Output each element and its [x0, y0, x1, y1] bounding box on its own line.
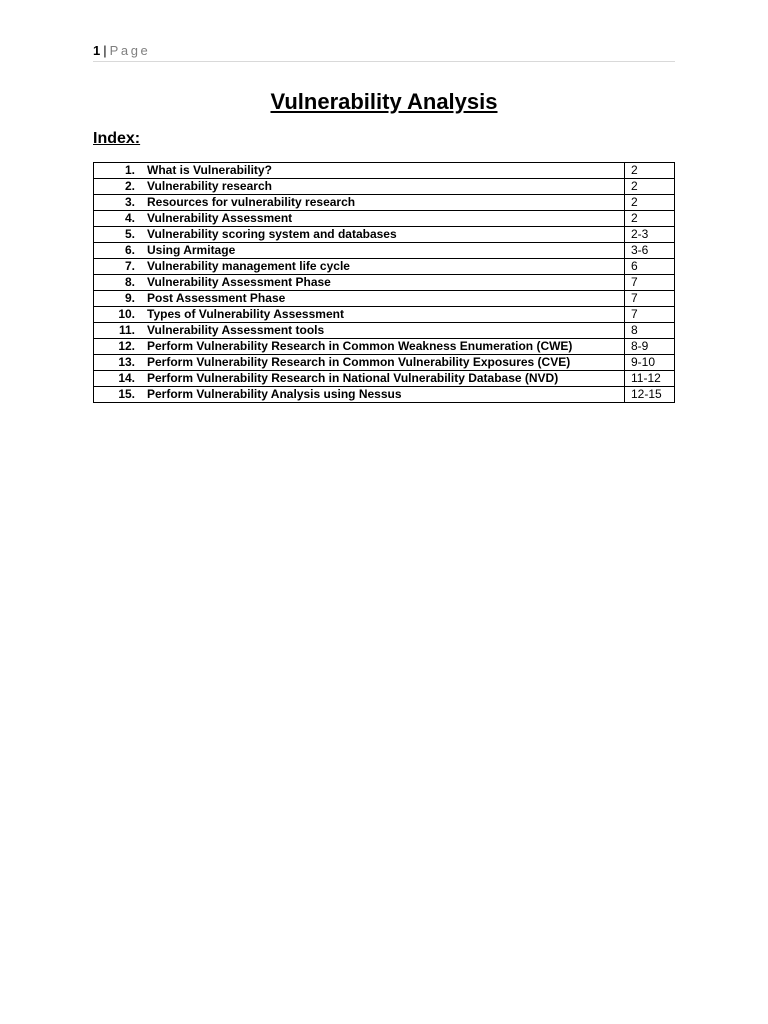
- index-entry-title: Vulnerability Assessment Phase: [147, 275, 331, 289]
- index-entry-number: 11.: [118, 323, 135, 337]
- index-entry-title: Vulnerability management life cycle: [147, 259, 350, 273]
- index-entry-page: 2-3: [625, 227, 675, 243]
- index-row: [94, 355, 675, 371]
- index-row: [94, 323, 675, 339]
- index-entry-page: 6: [625, 259, 675, 275]
- index-entry-page: 2: [625, 195, 675, 211]
- index-entry-cell: [94, 211, 625, 227]
- index-entry-cell: [94, 259, 625, 275]
- index-entry-number: 2.: [124, 179, 135, 193]
- index-entry-title: Vulnerability Assessment tools: [147, 323, 325, 337]
- index-entry-title: Perform Vulnerability Research in National Vulnerability Database (NVD): [147, 371, 559, 385]
- index-entry-cell: [94, 227, 625, 243]
- index-row: [94, 259, 675, 275]
- index-entry-title: Perform Vulnerability Analysis using Nessus: [147, 387, 402, 401]
- index-entry-page: 3-6: [625, 243, 675, 259]
- index-entry-title: Vulnerability scoring system and databases: [147, 227, 397, 241]
- index-entry-number: 13.: [118, 355, 135, 369]
- index-entry-page: 2: [625, 179, 675, 195]
- index-entry-page: 8-9: [625, 339, 675, 355]
- index-entry-title: Vulnerability research: [147, 179, 272, 193]
- index-row: [94, 307, 675, 323]
- index-entry-number: 8.: [124, 275, 135, 289]
- index-row: [94, 275, 675, 291]
- index-row: [94, 371, 675, 387]
- index-entry-cell: [94, 355, 625, 371]
- index-entry-cell: [94, 195, 625, 211]
- index-entry-number: 9.: [124, 291, 135, 305]
- index-entry-page: 8: [625, 323, 675, 339]
- index-entry-cell: [94, 163, 625, 179]
- index-table-body: [94, 163, 675, 403]
- index-entry-cell: [94, 387, 625, 403]
- index-entry-title: Perform Vulnerability Research in Common Vulnerability Exposures (CVE): [147, 355, 571, 369]
- index-entry-title: Using Armitage: [147, 243, 236, 257]
- page-label: Page: [109, 43, 151, 58]
- index-entry-number: 7.: [124, 259, 135, 273]
- index-entry-number: 5.: [124, 227, 135, 241]
- index-entry-number: 15.: [118, 387, 135, 401]
- index-entry-title: Types of Vulnerability Assessment: [147, 307, 344, 321]
- page-separator: |: [103, 43, 107, 58]
- index-entry-page: 7: [625, 291, 675, 307]
- index-entry-page: 2: [625, 163, 675, 179]
- index-entry-cell: [94, 371, 625, 387]
- index-entry-page: 7: [625, 275, 675, 291]
- index-entry-cell: [94, 323, 625, 339]
- index-entry-number: 6.: [124, 243, 135, 257]
- index-entry-cell: [94, 339, 625, 355]
- index-entry-page: 12-15: [625, 387, 675, 403]
- index-row: [94, 179, 675, 195]
- index-row: [94, 291, 675, 307]
- index-entry-title: Post Assessment Phase: [147, 291, 286, 305]
- index-entry-page: 7: [625, 307, 675, 323]
- index-row: [94, 227, 675, 243]
- index-entry-page: 11-12: [625, 371, 675, 387]
- index-entry-title: What is Vulnerability?: [147, 163, 272, 177]
- index-entry-number: 3.: [124, 195, 135, 209]
- index-entry-page: 9-10: [625, 355, 675, 371]
- page-header: [93, 43, 675, 62]
- index-entry-title: Perform Vulnerability Research in Common Weakness Enumeration (CWE): [147, 339, 573, 353]
- index-row: [94, 387, 675, 403]
- index-entry-number: 4.: [124, 211, 135, 225]
- index-entry-number: 14.: [118, 371, 135, 385]
- index-entry-page: 2: [625, 211, 675, 227]
- index-entry-number: 12.: [118, 339, 135, 353]
- index-entry-cell: [94, 275, 625, 291]
- index-entry-title: Vulnerability Assessment: [147, 211, 293, 225]
- index-entry-number: 1.: [124, 163, 135, 177]
- document-title: Vulnerability Analysis: [270, 89, 498, 114]
- index-row: [94, 211, 675, 227]
- index-table: [93, 162, 675, 403]
- index-entry-number: 10.: [118, 307, 135, 321]
- index-heading: Index:: [93, 130, 141, 147]
- index-row: [94, 163, 675, 179]
- index-row: [94, 195, 675, 211]
- index-entry-title: Resources for vulnerability research: [147, 195, 356, 209]
- index-entry-cell: [94, 307, 625, 323]
- index-entry-cell: [94, 243, 625, 259]
- index-entry-cell: [94, 179, 625, 195]
- page-number: 1: [93, 43, 101, 58]
- index-entry-cell: [94, 291, 625, 307]
- index-row: [94, 243, 675, 259]
- index-row: [94, 339, 675, 355]
